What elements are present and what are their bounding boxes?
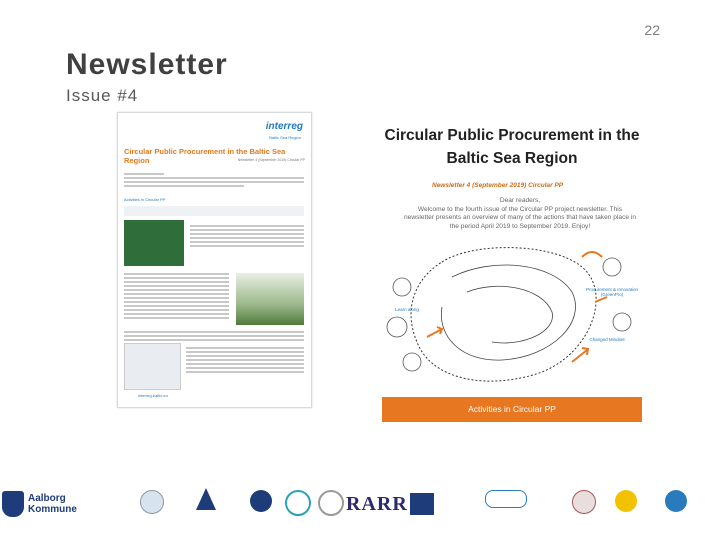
cover-body [400,197,640,231]
rarr-logo: RARR [346,493,408,515]
partner-logo-10 [615,490,637,512]
aalborg-logo [2,491,77,517]
partner-logo-8 [485,490,527,508]
partner-logo-5 [318,490,344,516]
thumbnail-meta: Newsletter 4 (September 2019) Circular PP [237,158,305,162]
label-changed-mindset: Changed Mindset [589,337,625,342]
interreg-logo-sub: Baltic Sea Region [269,135,301,140]
interreg-logo: interreg [265,121,303,132]
aalborg-shield-icon [2,491,24,517]
aalborg-line2: Kommune [28,504,77,515]
thumbnail-title: Circular Public Procurement in the Baltic Sea Region [124,147,286,165]
aalborg-line1: Aalborg [28,493,66,504]
thumbnail-text-lines-5 [186,345,304,375]
newsletter-cover [382,112,642,422]
partner-logo-7 [410,493,434,515]
thumbnail-text-lines-4 [124,329,304,343]
circular-illustration [382,242,642,392]
partner-logo-11 [665,490,687,512]
thumbnail-chart [236,273,304,325]
city-crest-logo [140,490,164,514]
newsletter-thumbnail [117,112,312,408]
thumbnail-image-2 [124,343,181,390]
cover-body-line3: newsletter presents an overview of many of the actions that have taken place in [403,214,636,221]
cover-body-line4: the period April 2019 to September 2019. Enjoy! [449,222,591,230]
aalborg-university-logo [196,488,216,510]
cover-title-line2: Baltic Sea Region [446,150,578,167]
thumbnail-link: Activities in Circular PP [124,197,166,202]
cover-band: Activities in Circular PP [382,397,642,422]
thumbnail-text-lines-2 [190,223,304,249]
slide-subtitle: Issue #4 [66,86,139,105]
thumbnail-text-lines-3 [124,271,229,321]
partner-logo-4 [285,490,311,516]
partner-logo-3 [250,490,272,512]
cover-title [382,124,642,170]
thumbnail-text-lines [124,171,304,189]
thumbnail-image [124,220,184,266]
label-learn: Learn along [395,307,419,312]
cover-title-line1: Circular Public Procurement in the [384,127,640,144]
cover-body-line2: Welcome to the fourth issue of the Circular PP project newsletter. This [417,205,623,213]
label-procurement: Procurement & Innovation (GreenPro) [585,287,639,297]
partner-logo-9 [572,490,596,514]
thumbnail-logo-bar [124,206,304,216]
slide-title: Newsletter [66,48,228,81]
cover-body-line1: Dear readers, [499,197,541,204]
page-number: 22 [644,22,660,38]
partner-logos [0,485,720,540]
cover-issue: Newsletter 4 (September 2019) Circular PP [432,182,564,189]
thumbnail-footer: interreg-baltic.eu [138,393,168,398]
